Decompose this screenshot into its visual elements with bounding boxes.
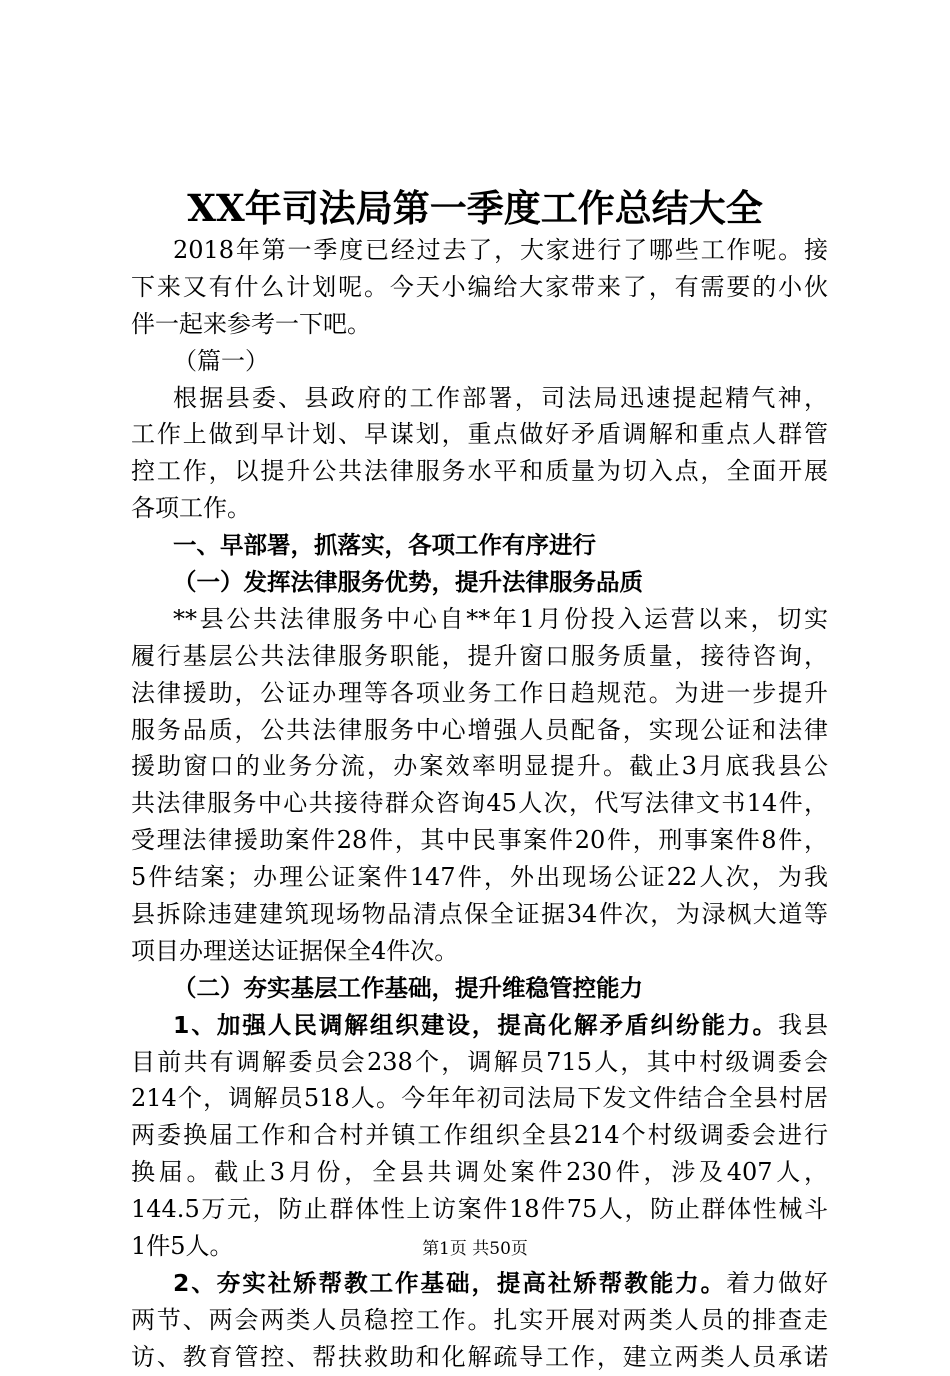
paragraph-line: 144.5万元，防止群体性上访案件18件75人，防止群体性械斗 bbox=[131, 1195, 828, 1224]
section-heading: 一、早部署，抓落实，各项工作有序进行 bbox=[173, 531, 596, 560]
paragraph-lead: 1、加强人民调解组织建设，提高化解矛盾纠纷能力。 bbox=[173, 1010, 778, 1039]
paragraph-line: 两节、两会两类人员稳控工作。扎实开展对两类人员的排查走 bbox=[131, 1305, 828, 1334]
paragraph-line bbox=[131, 1007, 828, 1044]
paragraph-line: 各项工作。 bbox=[131, 494, 251, 523]
paragraph-line: 法律援助，公证办理等各项业务工作日趋规范。为进一步提升 bbox=[131, 678, 828, 707]
paragraph-line: 援助窗口的业务分流，办案效率明显提升。截止3月底我县公 bbox=[131, 752, 828, 781]
paragraph-line: 县拆除违建建筑现场物品清点保全证据34件次，为渌枫大道等 bbox=[131, 900, 828, 929]
paragraph-line: 换届。截止3月份，全县共调处案件230件，涉及407人， bbox=[131, 1158, 828, 1187]
paragraph-line: 服务品质，公共法律服务中心增强人员配备，实现公证和法律 bbox=[131, 715, 828, 744]
paragraph-line: 伴一起来参考一下吧。 bbox=[131, 309, 371, 338]
paragraph-line bbox=[131, 1265, 828, 1302]
paragraph-line: 共法律服务中心共接待群众咨询45人次，代写法律文书14件， bbox=[131, 789, 828, 818]
document-body bbox=[131, 232, 828, 1376]
paragraph-text: 我县 bbox=[778, 1010, 829, 1039]
page-footer: 第1页 共50页 bbox=[422, 1239, 528, 1259]
paragraph-line: 5件结案；办理公证案件147件，外出现场公证22人次，为我 bbox=[131, 863, 828, 892]
paragraph-line: 下来又有什么计划呢。今天小编给大家带来了，有需要的小伙 bbox=[131, 272, 828, 301]
paragraph-line: 项目办理送达证据保全4件次。 bbox=[131, 936, 459, 965]
paragraph-line: 2018年第一季度已经过去了，大家进行了哪些工作呢。接 bbox=[173, 236, 828, 264]
paragraph-line: 工作上做到早计划、早谋划，重点做好矛盾调解和重点人群管 bbox=[131, 420, 828, 449]
document-title: XX年司法局第一季度工作总结大全 bbox=[187, 186, 763, 230]
subsection-heading: （二）夯实基层工作基础，提升维稳管控能力 bbox=[173, 973, 643, 1002]
paragraph-line: 目前共有调解委员会238个，调解员715人，其中村级调委会 bbox=[131, 1047, 828, 1076]
section-label: （篇一） bbox=[173, 346, 269, 375]
paragraph-line: **县公共法律服务中心自**年1月份投入运营以来，切实 bbox=[173, 604, 828, 633]
paragraph-line: 根据县委、县政府的工作部署，司法局迅速提起精气神， bbox=[173, 383, 828, 412]
paragraph-line: 214个，调解员518人。今年年初司法局下发文件结合全县村居 bbox=[131, 1084, 828, 1113]
paragraph-line: 控工作，以提升公共法律服务水平和质量为切入点，全面开展 bbox=[131, 457, 828, 486]
paragraph-line: 1件5人。 bbox=[131, 1232, 234, 1261]
paragraph-line: 两委换届工作和合村并镇工作组织全县214个村级调委会进行 bbox=[131, 1121, 828, 1150]
subsection-heading: （一）发挥法律服务优势，提升法律服务品质 bbox=[173, 568, 643, 597]
paragraph-text: 着力做好 bbox=[726, 1268, 829, 1297]
paragraph-lead: 2、夯实社矫帮教工作基础，提高社矫帮教能力。 bbox=[173, 1268, 727, 1297]
paragraph-line: 访、教育管控、帮扶救助和化解疏导工作，建立两类人员承诺 bbox=[131, 1342, 828, 1371]
paragraph-line: 受理法律援助案件28件，其中民事案件20件，刑事案件8件， bbox=[131, 826, 828, 855]
paragraph-line: 履行基层公共法律服务职能，提升窗口服务质量，接待咨询， bbox=[131, 641, 828, 670]
